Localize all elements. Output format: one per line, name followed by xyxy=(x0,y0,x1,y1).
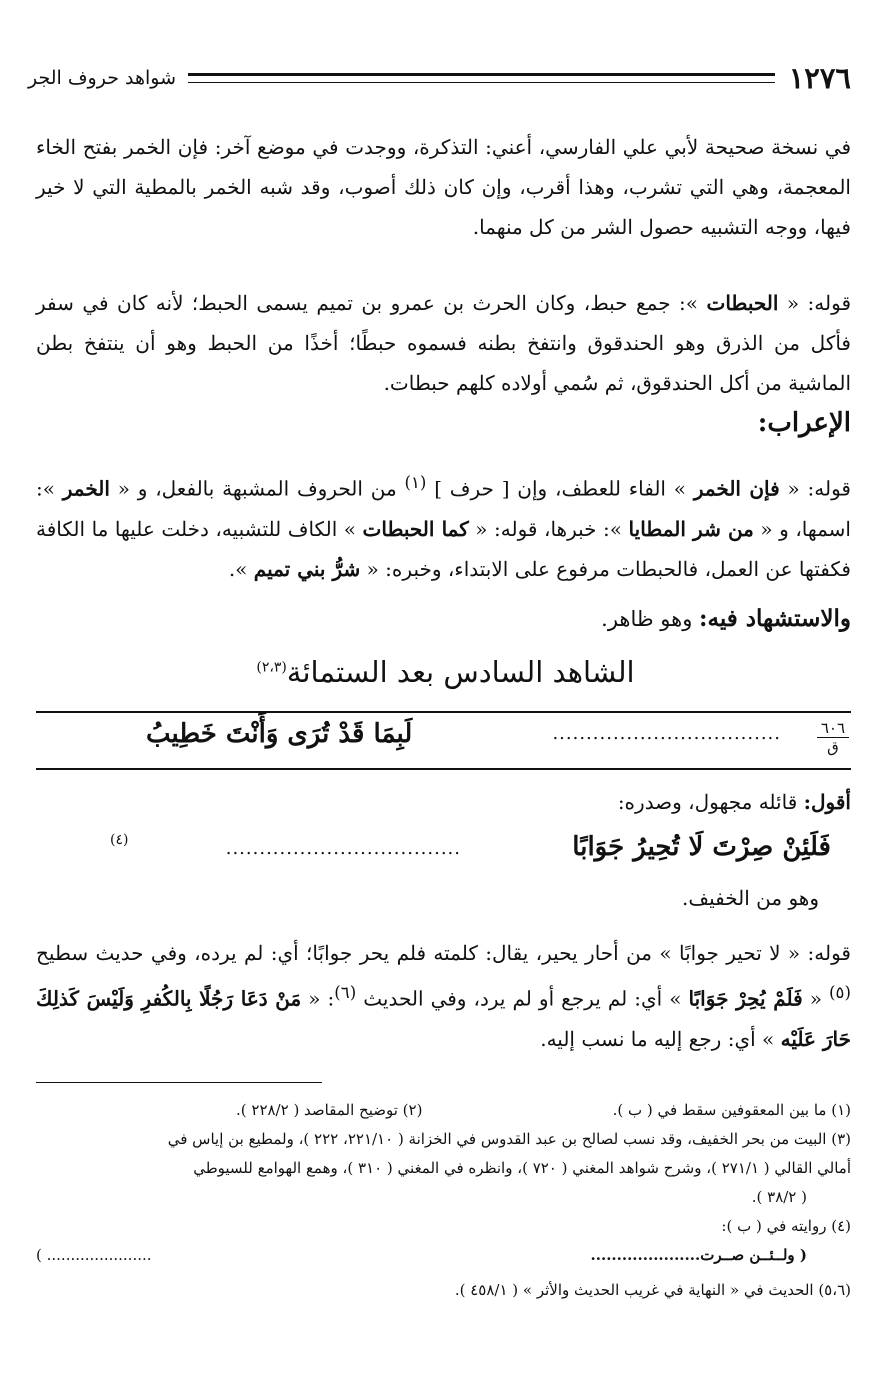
verse-number xyxy=(817,719,849,756)
text-span: قوله: « xyxy=(778,291,852,315)
text-span: وهو ظاهر. xyxy=(601,607,700,631)
text-span: « xyxy=(802,986,830,1011)
text-span: قوله: « xyxy=(779,476,851,501)
text-span: »: جمع حبط، وكان الحرث بن عمرو بن تميم يسمى الحبط؛ لأنه كان في سفر فأكل من الذرق وهو الحندقوق وانتفخ بطنه فسموه حبطًا؛ أخذًا من الحبط وهو أن ينتفخ بطن الماشية من أكل الحندقوق، ثم سُمي أولاده كلهم حبطات. xyxy=(36,291,851,395)
footnote-ref: (١) xyxy=(404,473,427,492)
text-span: »: اسمها، و « xyxy=(36,476,851,541)
footnote-ref: (٢،٣) xyxy=(256,659,287,676)
page-header xyxy=(28,60,851,96)
quoted-term: فإن الخمر xyxy=(693,476,780,501)
footnotes xyxy=(36,1096,851,1305)
footnote-4: (٤) روايته في ( ب ): xyxy=(721,1217,851,1235)
text-span: » أي: رجع إليه ما نسب إليه. xyxy=(540,1026,781,1051)
verse-dots: .................................. xyxy=(552,723,781,744)
quoted-term: من شر المطايا xyxy=(628,516,754,541)
text-span: » الفاء للعطف، وإن [ حرف ] xyxy=(426,476,694,501)
aqul-line xyxy=(618,790,851,814)
footnote-ref: (٦) xyxy=(334,983,357,1002)
verse-number-bottom: ق xyxy=(827,738,839,756)
verse-sadr: فَلَئِنْ صِرْتَ لَا تُحِيرُ جَوَابًا xyxy=(572,832,831,862)
header-rule xyxy=(188,73,775,83)
shahid-title xyxy=(0,655,891,689)
quoted-term: كما الحبطات xyxy=(362,516,469,541)
quoted-hadith: مَنْ دَعَا رَجُلًا بِالكُفرِ وَلَيْسَ كَذلِكَ حَارَ عَلَيْه xyxy=(36,986,851,1051)
text-span: قوله: « لا تحير جوابًا » من أحار يحير، يقال: كلمته فلم يحر جوابًا؛ أي: لم يرده، وفي حديث سطيح xyxy=(36,941,851,965)
quoted-term: شرُّ بني تميم xyxy=(253,556,361,581)
shahid-title-text: الشاهد السادس بعد الستمائة xyxy=(286,655,635,689)
term-habatat: الحبطات xyxy=(706,291,779,315)
footnote-4-verse-text: ( ولــئــن صــرت..................... xyxy=(590,1246,807,1264)
footnote-ref: (٥) xyxy=(829,983,851,1002)
quoted-term: الخمر xyxy=(62,476,110,501)
footnote-4-verse xyxy=(36,1241,851,1270)
quoted-hadith: فَلَمْ يُحِرْ جَوَابًا xyxy=(688,986,803,1011)
verse-number-top: ٦٠٦ xyxy=(817,719,849,738)
paragraph-3 xyxy=(36,463,851,589)
text-span: ». xyxy=(228,556,254,581)
verse-ajz: لَبِمَا قَدْ تُرَى وَأَنْتَ خَطِيبُ xyxy=(146,719,413,749)
paragraph-1: في نسخة صحيحة لأبي علي الفارسي، أعني: التذكرة، ووجدت في موضع آخر: فإن الخمر بفتح الخاء المعجمة، وهي التي تشرب، وهذا أقرب، وإن كان ذلك أصوب، وقد شبه الخمر بالمطية التي لا خير فيها، ووجه التشبيه حصول الشر من كل منهما. xyxy=(36,135,851,239)
istishhad-label: والاستشهاد فيه: xyxy=(699,605,851,632)
footnote-3: (٣) البيت من بحر الخفيف، وقد نسب لصالح بن عبد القدوس في الخزانة ( ٢٢١/١٠، ٢٢٢ )، ولمطيع بن إياس في xyxy=(167,1130,851,1148)
text-span: » الكاف للتشبيه، دخلت عليها ما الكافة فكفتها عن العمل، فالحبطات مرفوع على الابتداء، وخبره: « xyxy=(36,516,851,581)
paragraph-4 xyxy=(36,933,851,1059)
text-span: قائله مجهول، وصدره: xyxy=(617,790,804,814)
footnote-1: (١) ما بين المعقوفين سقط في ( ب ). xyxy=(612,1101,851,1119)
text-span: » أي: لم يرجع أو لم يرد، وفي الحديث xyxy=(356,986,689,1011)
text-span: »: خبرها، قوله: « xyxy=(468,516,629,541)
page-number: ١٢٧٦ xyxy=(788,61,851,95)
footnote-3-end: ( ٣٨/٢ ). xyxy=(751,1188,807,1206)
footnote-row xyxy=(36,1096,851,1125)
sadr-dots: ................................... xyxy=(225,838,461,859)
footnote-4-dots: ...................... ) xyxy=(36,1246,152,1264)
text-span: : « xyxy=(301,986,335,1011)
footnote-rule xyxy=(36,1082,322,1083)
meter-line: وهو من الخفيف. xyxy=(682,886,819,910)
footnote-2: (٢) توضيح المقاصد ( ٢٢٨/٢ ). xyxy=(236,1101,423,1119)
paragraph-2 xyxy=(36,283,851,403)
footnote-5-6: (٥،٦) الحديث في « النهاية في غريب الحديث والأثر » ( ٤٥٨/١ ). xyxy=(454,1281,851,1299)
aqul-label: أقول: xyxy=(803,790,851,814)
istishhad-line xyxy=(601,605,851,632)
verse-box xyxy=(36,711,851,770)
running-title: شواهد حروف الجر xyxy=(28,67,177,89)
text-span: من الحروف المشبهة بالفعل، و « xyxy=(109,476,405,501)
irab-heading: الإعراب: xyxy=(757,408,851,438)
footnote-3-cont: أمالي القالي ( ٢٧١/١ )، وشرح شواهد المغني ( ٧٢٠ )، وانظره في المغني ( ٣١٠ )، وهمع الهوامع للسيوطي xyxy=(193,1159,851,1177)
footnote-ref: (٤) xyxy=(110,832,129,848)
